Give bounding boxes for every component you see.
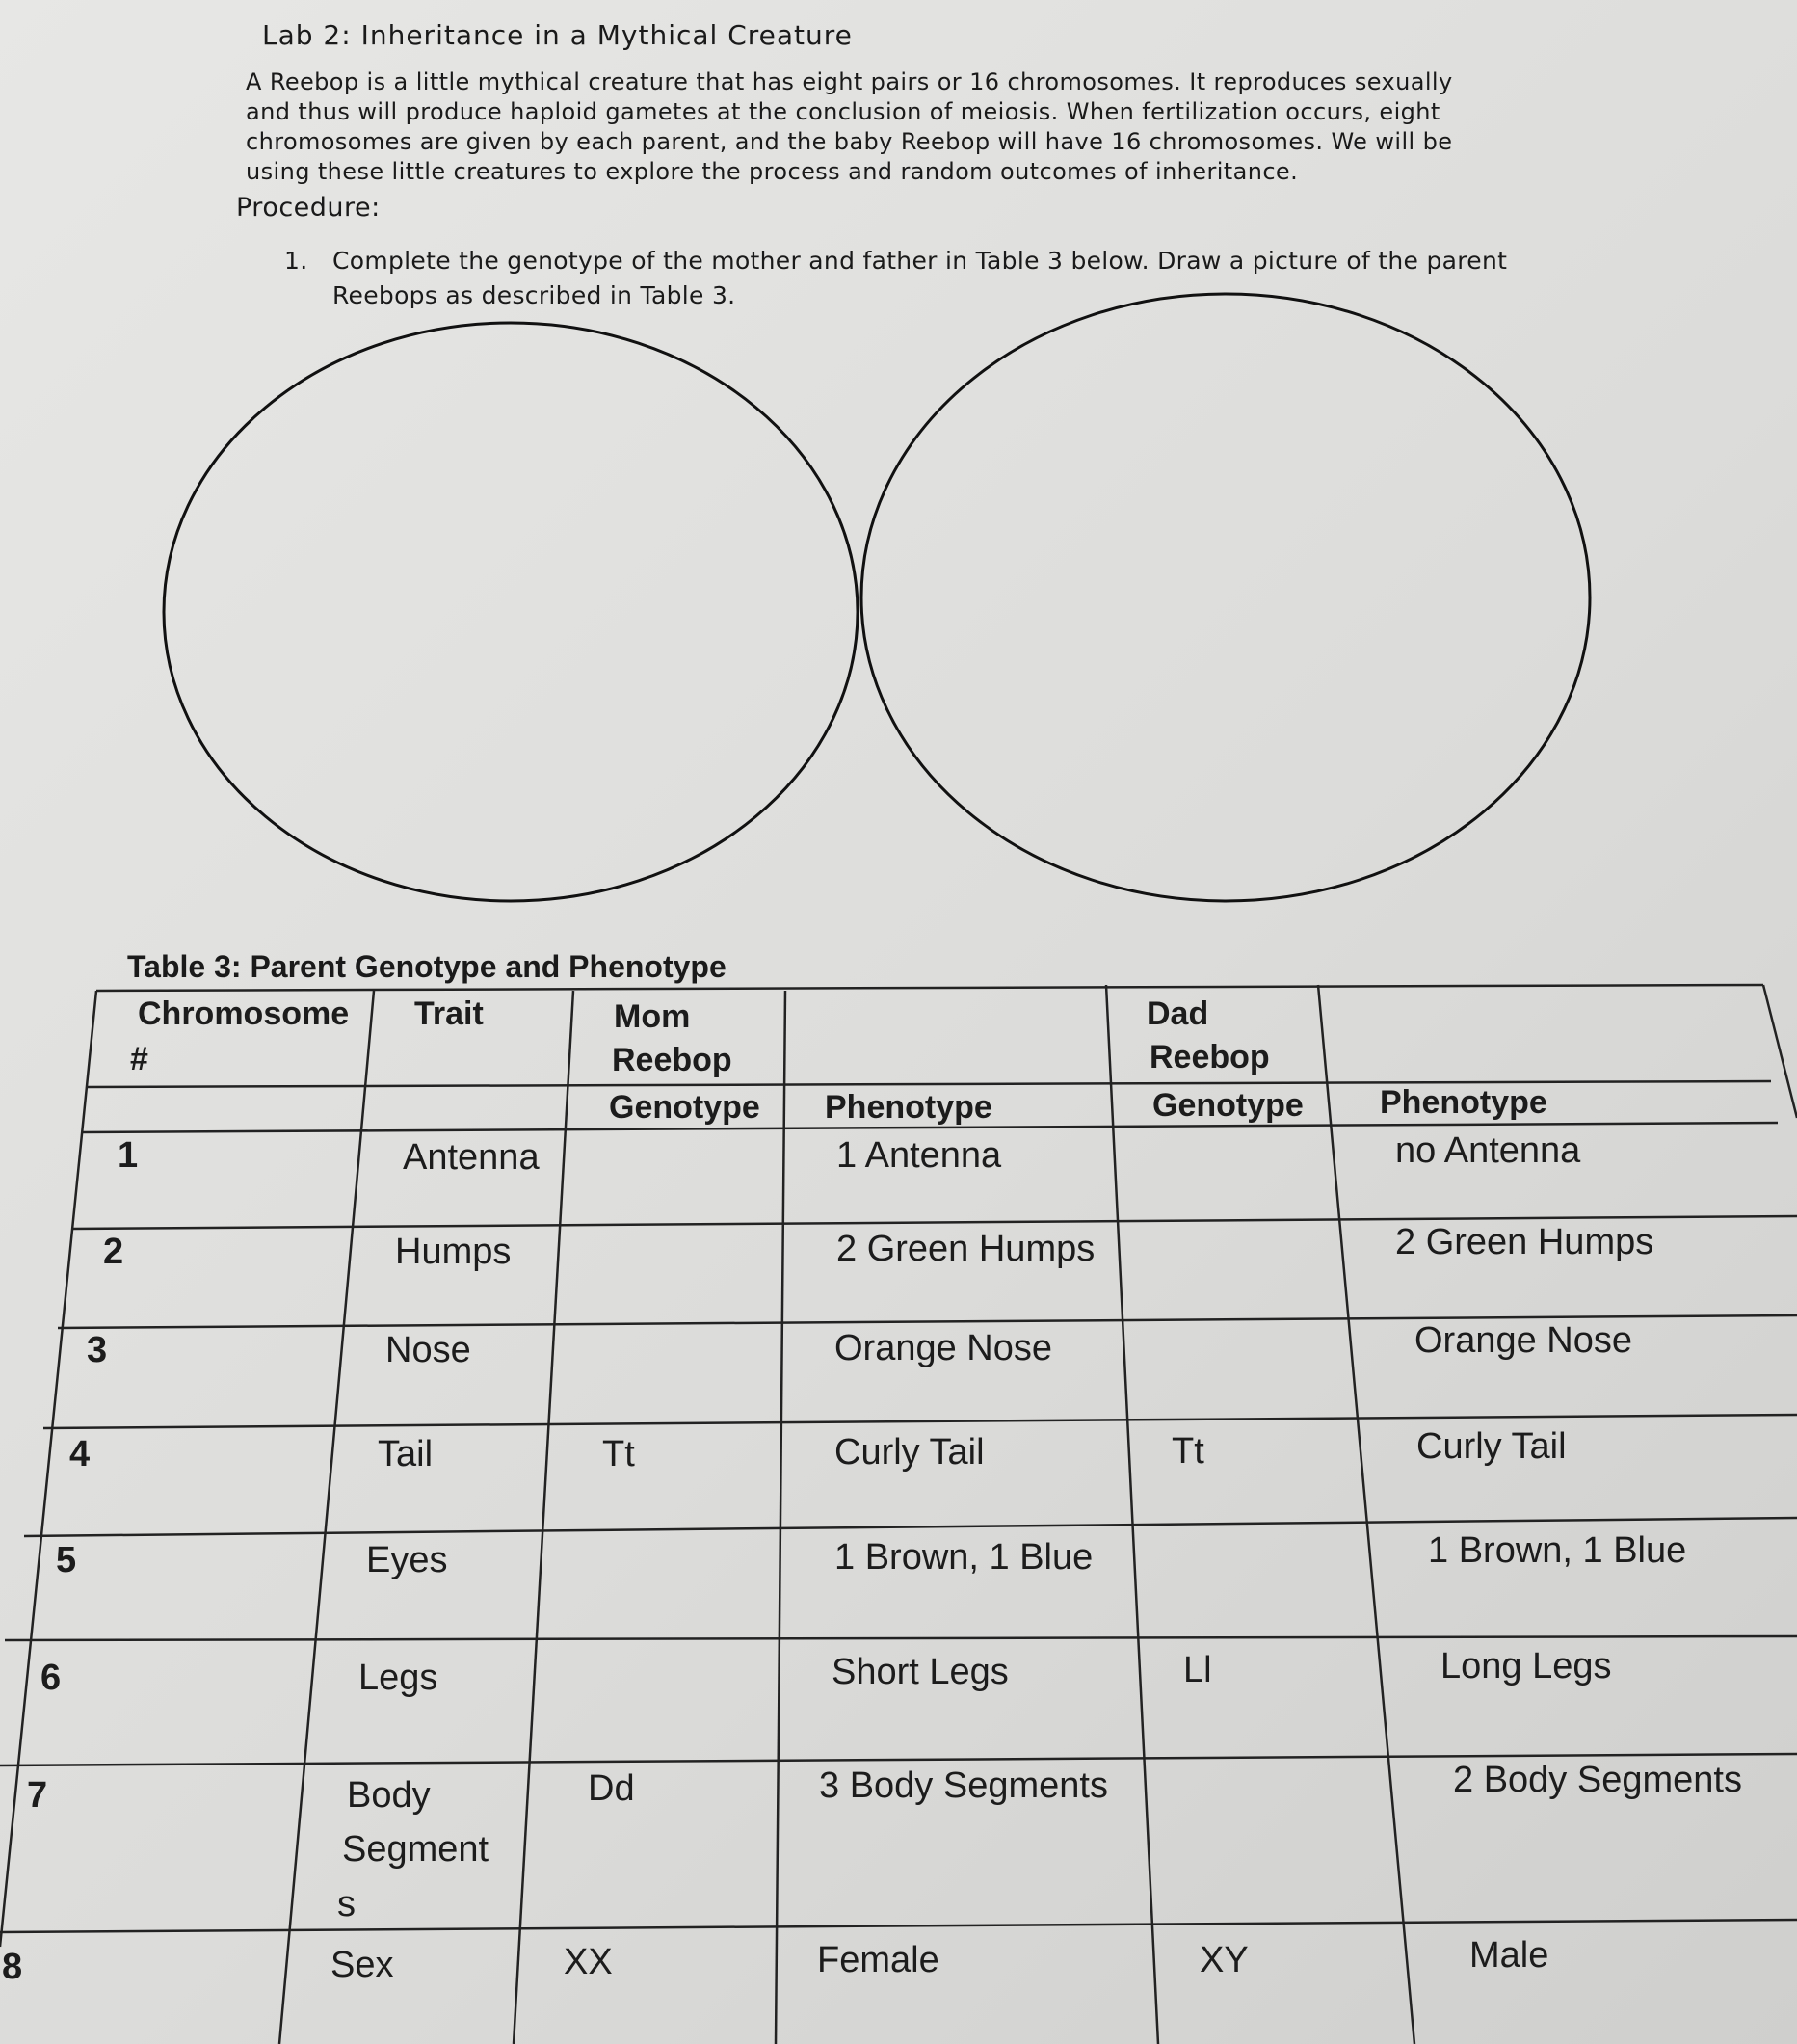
- header-mom-phenotype: Phenotype: [825, 1089, 992, 1126]
- header-chromosome-number: #: [130, 1041, 148, 1077]
- row-1-trait: Antenna: [403, 1137, 540, 1178]
- row-4-dad-genotype[interactable]: Tt: [1172, 1431, 1204, 1472]
- row-2-trait: Humps: [395, 1232, 512, 1272]
- row-5-chromosome: 5: [56, 1540, 77, 1580]
- row-4-trait: Tail: [378, 1434, 434, 1474]
- row-7-dad-phenotype: 2 Body Segments: [1453, 1760, 1742, 1800]
- procedure-heading: Procedure:: [236, 193, 381, 223]
- row-7-mom-genotype[interactable]: Dd: [588, 1768, 635, 1809]
- header-dad-phenotype: Phenotype: [1380, 1084, 1547, 1121]
- row-4-chromosome: 4: [69, 1434, 91, 1474]
- header-mom: Mom: [614, 998, 691, 1035]
- header-dad-genotype: Genotype: [1152, 1087, 1304, 1124]
- row-3-chromosome: 3: [87, 1330, 108, 1370]
- lab-title: Lab 2: Inheritance in a Mythical Creature: [262, 19, 853, 51]
- row-6-dad-phenotype: Long Legs: [1440, 1646, 1612, 1686]
- row-5-mom-phenotype: 1 Brown, 1 Blue: [834, 1537, 1094, 1578]
- row-2-mom-phenotype: 2 Green Humps: [836, 1229, 1096, 1269]
- row-6-chromosome: 6: [40, 1658, 62, 1698]
- header-chromosome: Chromosome: [138, 995, 350, 1032]
- step-line: Complete the genotype of the mother and father in Table 3 below. Draw a picture of the parent: [332, 247, 1508, 275]
- row-8-dad-phenotype: Male: [1469, 1935, 1549, 1976]
- header-trait: Trait: [414, 995, 484, 1032]
- step-number: 1.: [284, 247, 308, 275]
- row-2-dad-phenotype: 2 Green Humps: [1395, 1222, 1654, 1262]
- row-3-trait: Nose: [385, 1330, 471, 1370]
- row-8-dad-genotype[interactable]: XY: [1200, 1940, 1249, 1980]
- row-6-dad-genotype[interactable]: Ll: [1183, 1650, 1212, 1690]
- row-5-trait: Eyes: [366, 1540, 448, 1580]
- header-mom-genotype: Genotype: [609, 1089, 760, 1126]
- row-1-mom-phenotype: 1 Antenna: [836, 1135, 1002, 1176]
- row-7-chromosome: 7: [27, 1775, 48, 1816]
- intro-line: A Reebop is a little mythical creature that has eight pairs or 16 chromosomes. It reproduces sexually: [246, 68, 1453, 95]
- row-7-trait-line: Segment: [342, 1829, 489, 1870]
- step-line: Reebops as described in Table 3.: [332, 281, 736, 309]
- row-4-mom-genotype[interactable]: Tt: [602, 1434, 635, 1474]
- row-5-dad-phenotype: 1 Brown, 1 Blue: [1428, 1530, 1687, 1571]
- row-7-trait-line: s: [337, 1884, 356, 1925]
- table-caption: Table 3: Parent Genotype and Phenotype: [127, 949, 727, 984]
- row-3-mom-phenotype: Orange Nose: [834, 1328, 1053, 1368]
- row-8-trait: Sex: [330, 1945, 394, 1985]
- intro-line: using these little creatures to explore the process and random outcomes of inheritance.: [246, 158, 1299, 185]
- header-dad: Dad: [1147, 995, 1209, 1032]
- row-7-mom-phenotype: 3 Body Segments: [819, 1765, 1108, 1806]
- header-dad-reebop: Reebop: [1150, 1039, 1270, 1075]
- row-8-mom-phenotype: Female: [817, 1940, 939, 1980]
- intro-line: chromosomes are given by each parent, and the baby Reebop will have 16 chromosomes. We will be: [246, 128, 1453, 155]
- row-2-chromosome: 2: [103, 1232, 124, 1272]
- row-7-trait-line: Body: [347, 1775, 431, 1816]
- row-1-dad-phenotype: no Antenna: [1395, 1130, 1581, 1171]
- intro-line: and thus will produce haploid gametes at the conclusion of meiosis. When fertilization occurs, eight: [246, 98, 1440, 125]
- row-6-mom-phenotype: Short Legs: [832, 1652, 1009, 1692]
- row-3-dad-phenotype: Orange Nose: [1414, 1320, 1633, 1361]
- row-8-mom-genotype[interactable]: XX: [564, 1942, 613, 1982]
- row-1-chromosome: 1: [118, 1135, 139, 1176]
- row-4-dad-phenotype: Curly Tail: [1416, 1426, 1567, 1467]
- header-mom-reebop: Reebop: [612, 1042, 732, 1078]
- row-6-trait: Legs: [358, 1658, 438, 1698]
- row-8-chromosome: 8: [2, 1947, 23, 1987]
- row-4-mom-phenotype: Curly Tail: [834, 1432, 985, 1473]
